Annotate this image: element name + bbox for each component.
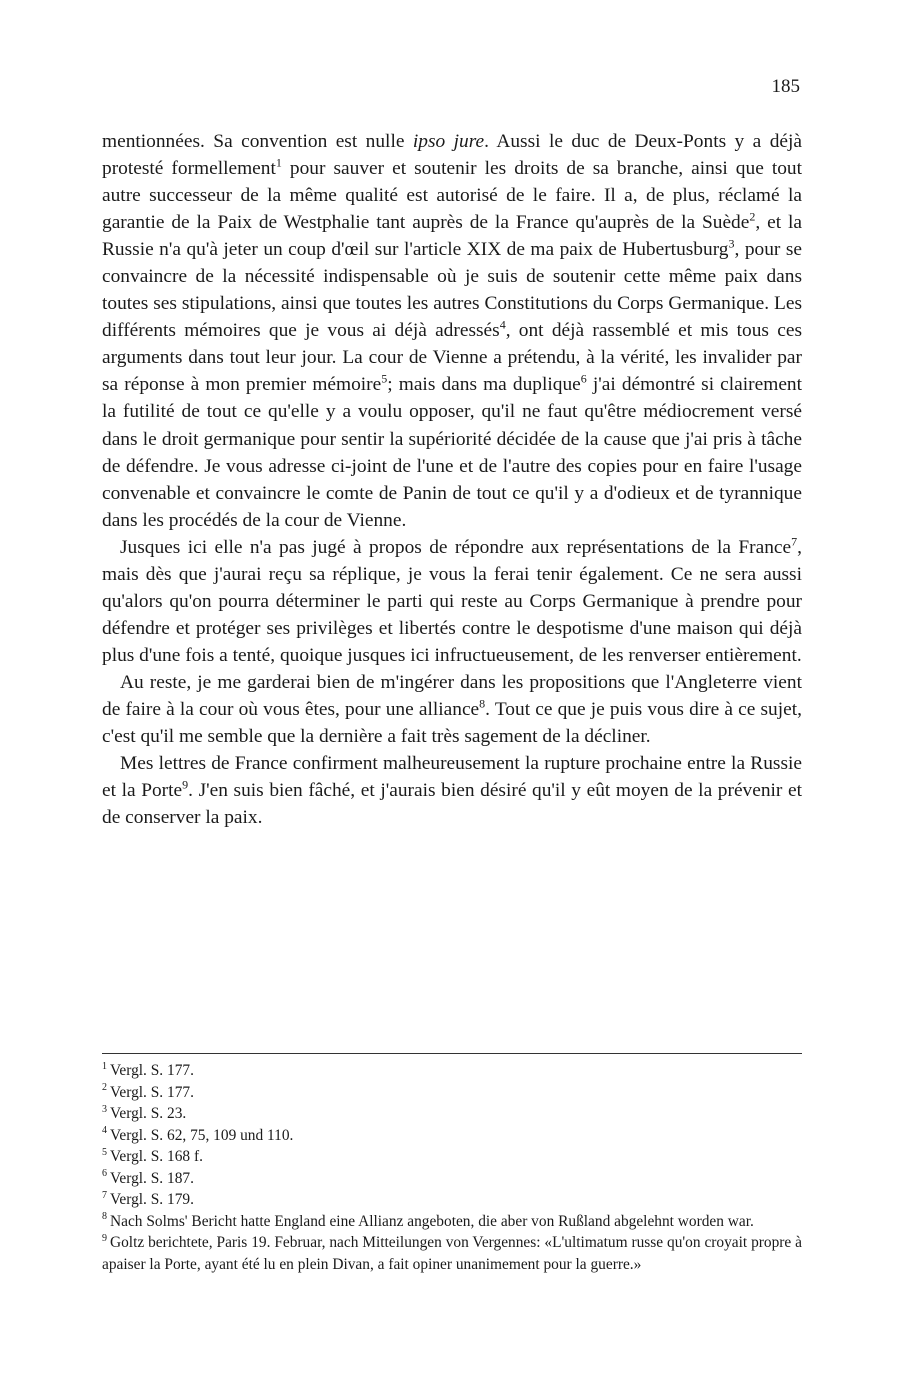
text-segment: , ont déjà rassemblé et mis tous ces arguments dans tout leur jour. La cour de Vienne a prétendu, à la vérité, les invalider par sa réponse à mon premier mémoire [102,320,802,396]
footnote-number: 6 [102,1168,107,1180]
footnote-text: Vergl. S. 62, 75, 109 und 110. [110,1126,294,1144]
text-segment: mentionnées. Sa convention est nulle [102,131,413,152]
text-segment: . Aussi le duc de Deux-Ponts y a déjà protesté formellement [102,131,803,180]
footnote-text: Vergl. S. 177. [110,1062,194,1079]
text-segment: . Tout ce que je puis vous dire à ce sujet, c'est qu'il me semble que la dernière a fait très sagement de la décliner. [102,698,802,748]
footnote-number: 4 [102,1125,107,1137]
footnote-ref: 5 [381,371,388,386]
footnote-text: Vergl. S. 179. [110,1191,194,1208]
paragraph [102,669,802,750]
paragraph [102,534,802,669]
footnote-ref: 6 [580,371,587,386]
footnote-ref: 9 [182,777,189,792]
footnote-ref: 2 [749,209,756,224]
footnote-number: 8 [102,1211,107,1223]
footnote-text: Vergl. S. 23. [110,1105,187,1122]
footnote-ref: 8 [479,696,486,711]
footnote [102,1211,802,1233]
footnote-text: Nach Solms' Bericht hatte England eine Allianz angeboten, die aber von Rußland abgelehnt worden war. [110,1212,754,1230]
footnote-text: Vergl. S. 177. [110,1083,194,1101]
footnote [102,1125,802,1147]
text-segment: , et la Russie n'a qu'à jeter un coup d'œil sur l'article XIX de ma paix de Hubertusburg [102,212,802,261]
footnote-ref: 4 [499,317,506,332]
footnote-number: 5 [102,1146,107,1158]
text-segment: j'ai démontré si clairement la futilité de tout ce qu'elle y a voulu opposer, qu'il ne faut qu'être médiocrement versé dans le droit germanique pour sentir la supériorité décidée de la cause que j'ai pris à tâche de défendre. Je vous adresse ci-joint de l'une et de l'autre des copies pour en faire l'usage convenable et convaincre le comte de Panin de tout ce qu'il y a d'odieux et de tyrannique dans les procédés de la cour de Vienne. [102,374,803,531]
paragraph [102,128,802,534]
text-segment: , mais dès que j'aurai reçu sa réplique, je vous la ferai tenir également. Ce ne sera aussi qu'alors qu'on pourra déterminer le parti qui reste au Corps Germanique à prendre pour défendre et protéger ses privilèges et libertés contre le despotisme d'une maison qui déjà plus d'une fois a tenté, quoique jusques ici infructueusement, de les renverser entièrement. [102,536,802,666]
footnote [102,1082,802,1104]
footnote [102,1146,802,1168]
footnote-text: Goltz berichtete, Paris 19. Februar, nach Mitteilungen von Vergennes: «L'ultimatum russe qu'on croyait propre à apaiser la Porte, ayant été lu en plein Divan, a fait opiner unanimement pour la guerre.» [102,1234,802,1273]
footnote-number: 7 [102,1189,107,1201]
footnote [102,1060,802,1082]
footnote [102,1168,802,1190]
text-segment: , pour se convaincre de la nécessité indispensable où je suis de soutenir cette même paix dans toutes ses stipulations, ainsi que toutes les autres Constitutions du Corps Germanique. Les différents mémoires que je vous ai déjà adressés [102,239,802,342]
text-segment: Jusques ici elle n'a pas jugé à propos de répondre aux représentations de la France [120,536,792,558]
footnote-divider [102,1053,802,1054]
text-segment: Au reste, je me garderai bien de m'ingérer dans les propositions que l'Angleterre vient de faire à la cour où vous êtes, pour une alliance [102,671,802,720]
footnote-number: 2 [102,1082,107,1094]
footnote-ref: 7 [791,534,798,549]
footnote-text: Vergl. S. 168 f. [110,1148,203,1165]
footnote [102,1103,802,1125]
footnote [102,1189,802,1211]
footnote-number: 1 [102,1060,107,1072]
text-segment: ; mais dans ma duplique [387,374,581,396]
footnote-ref: 1 [275,155,282,170]
page-number: 185 [771,76,800,97]
footnotes [102,1060,802,1275]
footnote-text: Vergl. S. 187. [110,1169,194,1187]
footnote [102,1232,802,1275]
footnote-number: 3 [102,1103,107,1115]
footnote-ref: 3 [728,236,735,251]
text-segment: pour sauver et soutenir les droits de sa branche, ainsi que tout autre successeur de la même qualité est autorisé de le faire. Il a, de plus, réclamé la garantie de la Paix de Westphalie tant auprès de la France qu'auprès de la Suède [102,158,802,234]
text-segment: . J'en suis bien fâché, et j'aurais bien désiré qu'il y eût moyen de la prévenir et de conserver la paix. [102,780,802,829]
body-text [102,128,802,831]
text-segment: Mes lettres de France confirment malheureusement la rupture prochaine entre la Russie et la Porte [102,753,802,802]
italic-text: ipso jure [412,131,485,152]
footnote-number: 9 [102,1232,107,1244]
paragraph [102,750,802,831]
